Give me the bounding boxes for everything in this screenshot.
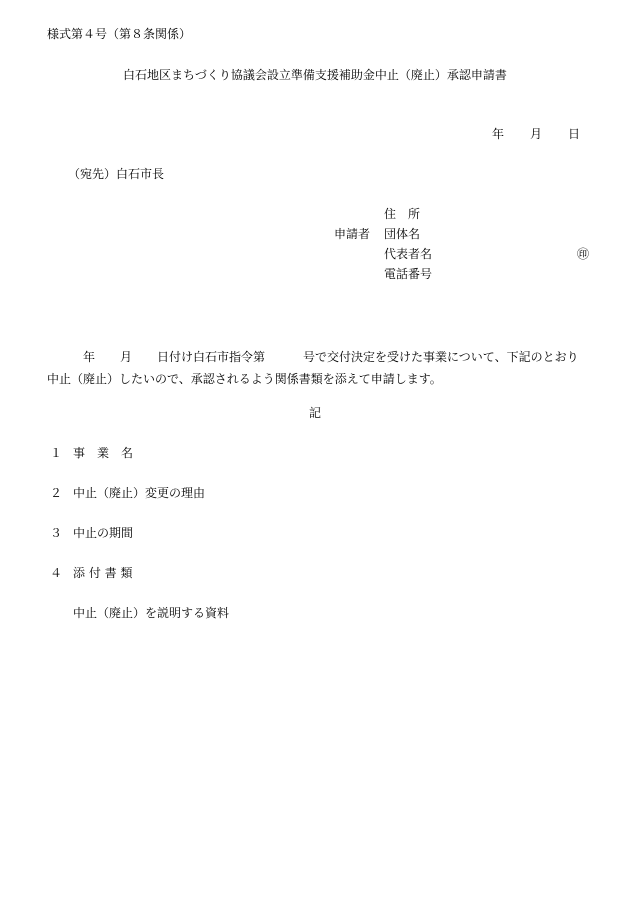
date-year-label: 年: [491, 127, 504, 141]
record-mark: 記: [308, 406, 321, 420]
body-text: [47, 346, 592, 390]
item-number: １: [50, 446, 63, 460]
list-item: [50, 446, 133, 460]
body-decision-text: 号で交付決定を受けた事業について、下記のとおり: [303, 350, 579, 364]
document-title: 白石地区まちづくり協議会設立準備支援補助金中止（廃止）承認申請書: [123, 68, 507, 82]
applicant-representative-label: 代表者名: [384, 247, 433, 261]
date-line: [492, 127, 580, 141]
applicant-block: [0, 207, 630, 287]
date-day-label: 日: [567, 127, 580, 141]
item-number: ３: [50, 526, 63, 540]
list-item: [50, 486, 205, 500]
addressee: （宛先）白石市長: [68, 167, 165, 181]
body-directive-text: 日付け白石市指令第: [157, 350, 266, 364]
date-month-label: 月: [529, 127, 542, 141]
item-label: 添 付 書 類: [73, 566, 133, 580]
list-item: [50, 526, 133, 540]
attachment-document: 中止（廃止）を説明する資料: [73, 606, 230, 620]
list-item: [50, 566, 132, 580]
body-line-1: [47, 346, 592, 368]
applicant-label: 申請者: [334, 227, 371, 241]
body-line-2: 中止（廃止）したいので、承認されるよう関係書類を添えて申請します。: [47, 372, 442, 386]
applicant-phone-label: 電話番号: [384, 267, 433, 281]
item-label: 中止（廃止）変更の理由: [73, 486, 206, 500]
item-label: 中止の期間: [73, 526, 134, 540]
applicant-group-name-label: 団体名: [384, 227, 421, 241]
item-label: 事 業 名: [73, 446, 134, 460]
body-month-label: 月: [120, 350, 133, 364]
applicant-address-label: 住 所: [384, 207, 421, 221]
item-number: ２: [50, 486, 63, 500]
item-number: ４: [50, 566, 63, 580]
body-year-label: 年: [83, 350, 96, 364]
seal-mark: ㊞: [577, 247, 590, 261]
form-number: 様式第４号（第８条関係）: [47, 27, 192, 41]
